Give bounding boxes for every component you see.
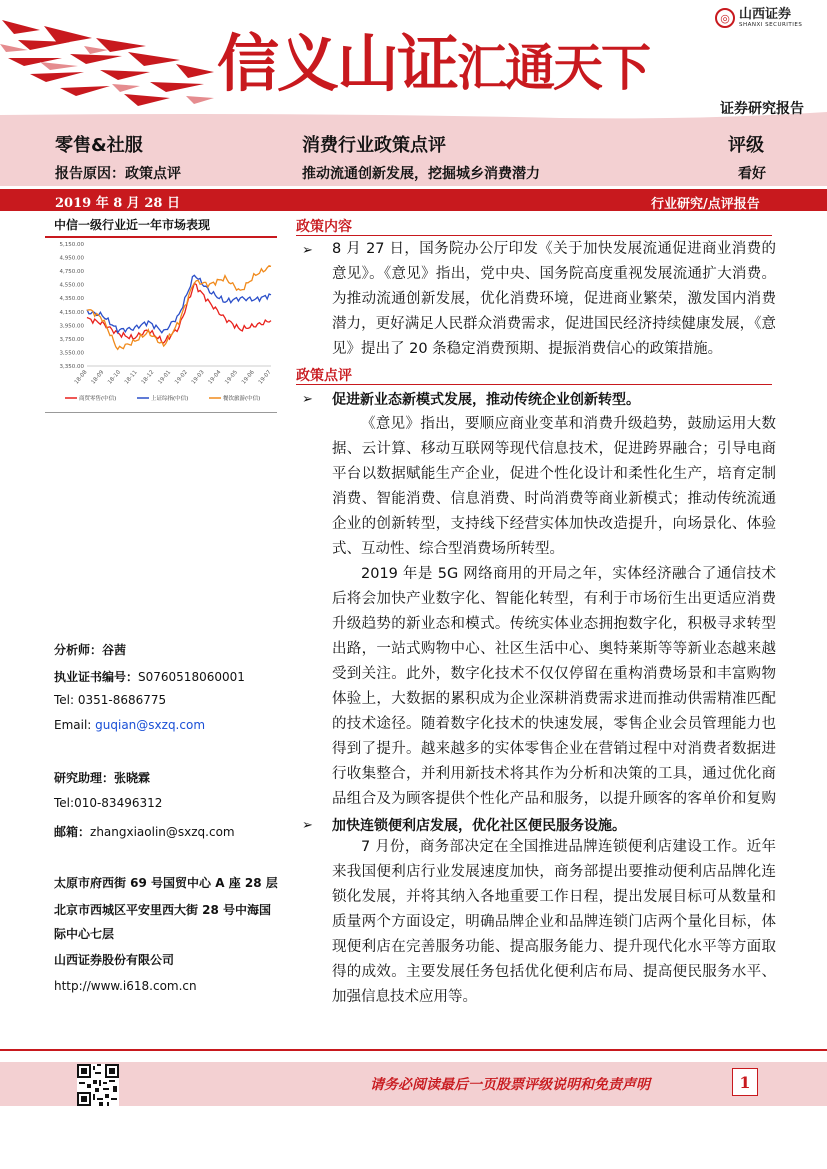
section-heading-policy: 政策内容 [296, 219, 352, 235]
report-subtitle: 推动流通创新发展，挖掘城乡消费潜力 [302, 166, 540, 182]
y-tick-label: 5,150.00 [59, 242, 84, 248]
address-line-1: 太原市府西街 69 号国贸中心 A 座 28 层 [54, 876, 278, 890]
assistant-name: 张晓霖 [114, 771, 151, 785]
legend-label: 餐饮旅游(中信) [223, 396, 261, 402]
assistant-row [54, 769, 150, 786]
y-tick-label: 3,550.00 [59, 350, 84, 357]
logo-en: SHANXI SECURITIES [739, 22, 803, 28]
bullet-arrow-icon: ➢ [302, 392, 313, 407]
chart-bottom-rule [45, 412, 277, 413]
analyst-name-label: 分析师： [54, 643, 103, 657]
analyst-name-row [54, 641, 126, 658]
analyst-tel-label: Tel: [54, 693, 78, 707]
x-tick-label: 19-03 [190, 369, 206, 386]
company-name: 山西证券股份有限公司 [54, 953, 175, 967]
disclaimer-notice[interactable]: 请务必阅读最后一页股票评级说明和免责声明 [370, 1077, 650, 1093]
assistant-tel-label: Tel: [54, 796, 75, 810]
header-banner [0, 0, 827, 128]
rating-label: 评级 [728, 135, 764, 156]
report-category: 行业研究/点评报告 [651, 197, 760, 212]
legend-label: 商贸零售(中信) [79, 396, 117, 402]
address-line-2: 北京市西城区平安里西大街 28 号中海国 [54, 903, 272, 917]
x-tick-label: 19-02 [174, 369, 189, 386]
analyst-name: 谷茜 [102, 643, 127, 657]
x-tick-label: 18-08 [73, 369, 89, 386]
logo-cn: 山西证券 [739, 7, 792, 22]
company-website[interactable]: http://www.i618.com.cn [54, 979, 197, 993]
y-tick-label: 4,550.00 [59, 282, 84, 289]
bullet1-title: 促进新业态新模式发展，推动传统企业创新转型。 [332, 392, 640, 408]
x-tick-label: 19-04 [207, 369, 223, 386]
slogan-right: 汇通天下 [457, 39, 650, 97]
logo-mark-icon: ◎ [715, 8, 735, 28]
y-tick-label: 4,950.00 [59, 255, 84, 262]
y-tick-label: 4,150.00 [59, 309, 84, 316]
policy-title: 消费行业政策点评 [302, 135, 446, 156]
rating-value: 看好 [738, 166, 766, 182]
bullet-arrow-icon: ➢ [302, 818, 313, 833]
y-tick-label: 3,350.00 [59, 364, 84, 370]
x-tick-label: 18-10 [107, 369, 122, 386]
bullet-arrow-icon: ➢ [302, 243, 313, 258]
y-tick-label: 3,750.00 [59, 336, 84, 343]
x-tick-label: 18-09 [90, 369, 106, 386]
assistant-email-label: 邮箱： [54, 825, 91, 839]
section-heading-review: 政策点评 [296, 368, 352, 384]
bullet1-paragraph-1: 《意见》指出，要顺应商业变革和消费升级趋势，鼓励运用大数据、云计算、移动互联网等现代信息技术，促进跨界融合；引导电商平台以数据赋能生产企业，促进个性化设计和柔性化生产，培育定制消费、智能消费、信息消费、时尚消费等商业新模式；推动传统流通企业的创新转型，支持线下经营实体加快改造提升，向场景化、体验式、互动性、综合型消费场所转型。 [332, 416, 776, 557]
x-tick-label: 19-06 [240, 369, 256, 386]
series-line-2 [87, 266, 271, 350]
analyst-cert: S0760518060001 [138, 670, 245, 684]
page-number: 1 [732, 1068, 758, 1096]
x-tick-label: 19-07 [257, 369, 273, 386]
address-line-3: 际中心七层 [54, 927, 115, 941]
qr-code-icon [77, 1064, 119, 1106]
y-tick-label: 3,950.00 [59, 323, 84, 330]
slogan-left: 信义山证 [217, 27, 458, 100]
assistant-label: 研究助理： [54, 771, 115, 785]
bullet1-paragraph-2: 2019 年是 5G 网络商用的开局之年，实体经济融合了通信技术后将会加快产业数字化、智能化转型，有利于市场衍生出更适应消费升级趋势的新业态和模式。传统实体业态拥抱数字化，积极寻求转型出路，一站式购物中心、社区生活中心、奥特莱斯等等新业态越来越受到关注。此外，数字化技术不仅仅停留在重构消费场景和丰富购物体验上，大数据的累积成为企业深耕消费需求进而推动供需精准匹配的技术途径。随着数字化技术的快速发展，零售企业会员管理能力也得到了提升。越来越多的实体零售企业在营销过程中对消费者数据进行收集整合，并利用新技术将其作为分析和决策的工具，通过优化商品组合及为顾客提供个性化产品和服务，以提升顾客的客单价和复购 [332, 566, 776, 807]
section-rule-policy [296, 235, 772, 236]
analyst-tel: 0351-8686775 [77, 693, 167, 707]
assistant-tel-row [54, 796, 162, 810]
bullet2-paragraph: 7 月份，商务部决定在全国推进品牌连锁便利店建设工作。近年来我国便利店行业发展速度加快，商务部提出要推动便利店品牌化连锁化发展，并将其纳入各地重要工作日程，提出发展目标可从数量和质量两个方面设定，明确品牌企业和品牌连锁门店两个量化目标，体现便利店在完善服务功能、提高服务能力、提升现代化水平等方面取得的成效。主要发展任务包括优化便利店布局、提高便民服务水平、加强信息技术应用等。 [332, 839, 776, 1005]
assistant-email-row [54, 823, 235, 840]
analyst-cert-row [54, 668, 245, 685]
chart-title: 中信一级行业近一年市场表现 [54, 218, 211, 232]
y-tick-label: 4,750.00 [59, 269, 84, 276]
x-tick-label: 18-11 [123, 369, 139, 386]
x-tick-label: 19-01 [157, 369, 173, 386]
analyst-cert-label: 执业证书编号： [54, 670, 139, 684]
bullet2-title: 加快连锁便利店发展，优化社区便民服务设施。 [332, 818, 626, 834]
x-tick-label: 19-05 [224, 369, 240, 386]
section-rule-review [296, 384, 772, 385]
company-logo [715, 8, 802, 28]
policy-paragraph: 8 月 27 日，国务院办公厅印发《关于加快发展流通促进商业消费的意见》。《意见》指出，党中央、国务院高度重视发展流通扩大消费。为推动流通创新发展，优化消费环境，促进商业繁荣，激发国内消费潜力，更好满足人民群众消费需求，促进国民经济持续健康发展，《意见》提出了 20 条稳定消费预期、提振消费信心的政策措施。 [332, 241, 776, 357]
report-type: 证券研究报告 [720, 101, 804, 117]
analyst-email-row [54, 718, 205, 732]
y-tick-label: 4,350.00 [59, 296, 84, 303]
report-reason: 报告原因：政策点评 [55, 166, 181, 182]
analyst-email-label: Email: [54, 718, 96, 732]
analyst-email-link[interactable]: guqian@sxzq.com [95, 718, 206, 732]
sector-name: 零售&社服 [55, 135, 143, 156]
x-tick-label: 18-12 [140, 369, 156, 386]
slogan [217, 14, 649, 103]
analyst-tel-row [54, 693, 166, 707]
market-chart [45, 238, 277, 410]
assistant-email: zhangxiaolin@sxzq.com [90, 825, 235, 839]
assistant-tel: 010-83496312 [74, 796, 163, 810]
report-date: 2019 年 8 月 28 日 [55, 196, 180, 211]
chart-svg [45, 238, 277, 410]
legend-label: 上证综指(中信) [151, 396, 189, 402]
footer-rule [0, 1049, 827, 1051]
